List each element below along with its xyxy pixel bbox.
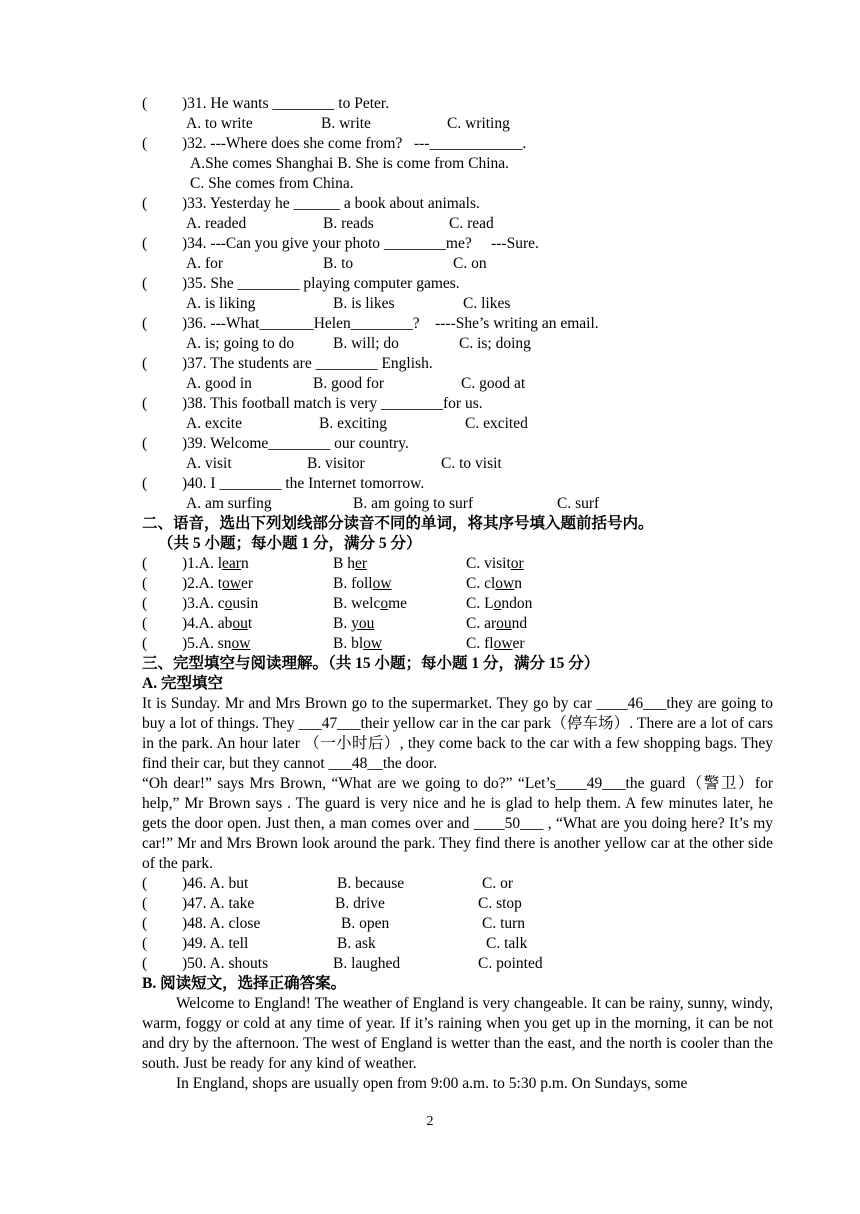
option-c: C. London — [466, 595, 533, 612]
underlined-letters: o — [380, 595, 389, 612]
option: B. good for — [313, 375, 385, 392]
option-b: B her — [333, 555, 368, 572]
answer-bracket: ( — [142, 915, 148, 932]
answer-bracket: ( — [142, 435, 148, 452]
option: C. surf — [557, 495, 600, 512]
option-b: B. open — [341, 915, 390, 932]
option: A. is; going to do — [186, 335, 295, 352]
answer-bracket: ( — [142, 575, 148, 592]
underlined-letters: ow — [363, 635, 383, 652]
option-c: C. or — [482, 875, 513, 892]
option-a: )5.A. snow — [182, 635, 251, 652]
answer-bracket: ( — [142, 355, 148, 372]
option-b: B. laughed — [333, 955, 401, 972]
question-stem: )37. The students are ________ English. — [182, 355, 433, 372]
option-c: C. stop — [478, 895, 522, 912]
underlined-letters: ow — [495, 575, 515, 592]
option: C. to visit — [441, 455, 502, 472]
question-stem: )34. ---Can you give your photo ________me? ---Sure. — [182, 235, 539, 252]
underlined-letters: ow — [231, 635, 251, 652]
option: A. good in — [186, 375, 252, 392]
reading-paragraph-1: Welcome to England! The weather of England is very changeable. It can be rainy, sunny, windy, warm, foggy or cold at any time of year. If it’s raining when you get up in the morning, it can be not and dry by the afternoon. The west of England is wetter than the east, and the north is cooler than the south. Just be ready for any kind of weather. — [142, 995, 773, 1072]
option-a: )50. A. shouts — [182, 955, 269, 972]
option-a: )3.A. cousin — [182, 595, 259, 612]
option: B. is likes — [333, 295, 395, 312]
question-stem: )31. He wants ________ to Peter. — [182, 95, 390, 112]
part-a-heading: A. 完型填空 — [142, 675, 223, 692]
reading-paragraph-2: In England, shops are usually open from 9:00 a.m. to 5:30 p.m. On Sundays, some — [176, 1075, 688, 1092]
option: C. good at — [461, 375, 526, 392]
option-b: B. ask — [337, 935, 376, 952]
section3-title: 三、完型填空与阅读理解。（共 15 小题；每小题 1 分，满分 15 分） — [142, 655, 600, 672]
question-stem: )39. Welcome________ our country. — [182, 435, 409, 452]
cloze-paragraph-1: It is Sunday. Mr and Mrs Brown go to the supermarket. They go by car ____46___they are going to buy a lot of things. They ___47___their yellow car in the car park（停车场）. There are a lot of cars in the park. An hour later （一小时后）, they come back to the car with a few shopping bags. They find their car, but they cannot ___48__the door. — [142, 695, 773, 772]
option: C. on — [453, 255, 487, 272]
underlined-letters: o — [224, 595, 233, 612]
question-stem: )32. ---Where does she come from? ---____________. — [182, 135, 527, 152]
option-a: )47. A. take — [182, 895, 255, 912]
answer-bracket: ( — [142, 875, 148, 892]
underlined-letters: ou — [496, 615, 512, 632]
option-b: B. you — [333, 615, 375, 632]
underlined-letters: or — [510, 555, 524, 572]
option: A. is liking — [186, 295, 256, 312]
answer-bracket: ( — [142, 895, 148, 912]
option: A. visit — [186, 455, 232, 472]
option-b: B. because — [337, 875, 405, 892]
option: C. writing — [447, 115, 510, 132]
option: C. excited — [465, 415, 528, 432]
option: C. likes — [463, 295, 511, 312]
option: B. visitor — [307, 455, 365, 472]
option: C. is; doing — [459, 335, 531, 352]
answer-bracket: ( — [142, 195, 148, 212]
underlined-letters: ow — [222, 575, 241, 592]
option-c: C. flower — [466, 635, 525, 652]
option-a: )48. A. close — [182, 915, 261, 932]
option: C. She comes from China. — [190, 175, 354, 192]
underlined-letters: ear — [222, 555, 241, 572]
option-c: C. around — [466, 615, 528, 632]
answer-bracket: ( — [142, 555, 148, 572]
option: C. read — [449, 215, 494, 232]
cloze-paragraph-2: “Oh dear!” says Mrs Brown, “What are we going to do?” “Let’s____49___the guard（警卫）for help,” Mr Brown says . The guard is very nice and he is glad to help them. A few minutes later, he gets the door open. Just then, a man comes over and ____50___ , “What are you doing here? It’s my car!” Mr and Mrs Brown look around the park. They find there is another yellow car at the other side of the park. — [142, 775, 773, 872]
option-c: C. pointed — [478, 955, 543, 972]
underlined-letters: ou — [232, 615, 248, 632]
option-b: B. blow — [333, 635, 383, 652]
answer-bracket: ( — [142, 275, 148, 292]
question-stem: )33. Yesterday he ______ a book about animals. — [182, 195, 480, 212]
option: B. reads — [323, 215, 374, 232]
question-stem: )38. This football match is very ________for us. — [182, 395, 483, 412]
answer-bracket: ( — [142, 635, 148, 652]
underlined-letters: er — [354, 555, 368, 572]
section2-title: 二、语音，选出下列划线部分读音不同的单词，将其序号填入题前括号内。 — [142, 515, 654, 532]
option: A. to write — [186, 115, 253, 132]
underlined-letters: ow — [493, 635, 513, 652]
option: A. excite — [186, 415, 242, 432]
option: A. am surfing — [186, 495, 272, 512]
option-c: C. clown — [466, 575, 522, 592]
answer-bracket: ( — [142, 395, 148, 412]
option-a: )2.A. tower — [182, 575, 254, 592]
option: B. will; do — [333, 335, 399, 352]
option-b: B. welcome — [333, 595, 408, 612]
answer-bracket: ( — [142, 955, 148, 972]
option-a: )49. A. tell — [182, 935, 249, 952]
answer-bracket: ( — [142, 475, 148, 492]
option: A. for — [186, 255, 224, 272]
answer-bracket: ( — [142, 595, 148, 612]
option-b: B. follow — [333, 575, 392, 592]
option-c: C. visitor — [466, 555, 524, 572]
question-stem: )40. I ________ the Internet tomorrow. — [182, 475, 425, 492]
part-b-heading: B. 阅读短文，选择正确答案。 — [142, 975, 347, 992]
answer-bracket: ( — [142, 95, 148, 112]
option: B. exciting — [319, 415, 388, 432]
page-number: 2 — [426, 1114, 434, 1129]
answer-bracket: ( — [142, 615, 148, 632]
question-stem: )35. She ________ playing computer games. — [182, 275, 460, 292]
section2-subtitle: （共 5 小题；每小题 1 分，满分 5 分） — [158, 535, 422, 552]
option: B. write — [321, 115, 371, 132]
answer-bracket: ( — [142, 315, 148, 332]
option: A. readed — [186, 215, 247, 232]
option-c: C. talk — [486, 935, 528, 952]
option-a: )46. A. but — [182, 875, 249, 892]
option: A.She comes Shanghai B. She is come from China. — [190, 155, 509, 172]
question-stem: )36. ---What_______Helen________? ----She’s writing an email. — [182, 315, 599, 332]
option: B. to — [323, 255, 354, 272]
underlined-letters: ow — [372, 575, 392, 592]
option-b: B. drive — [335, 895, 385, 912]
answer-bracket: ( — [142, 135, 148, 152]
option-a: )4.A. about — [182, 615, 253, 632]
answer-bracket: ( — [142, 235, 148, 252]
underlined-letters: o — [493, 595, 502, 612]
underlined-letters: you — [351, 615, 375, 632]
option-c: C. turn — [482, 915, 526, 932]
answer-bracket: ( — [142, 935, 148, 952]
option-a: )1.A. learn — [182, 555, 249, 572]
option: B. am going to surf — [353, 495, 474, 512]
